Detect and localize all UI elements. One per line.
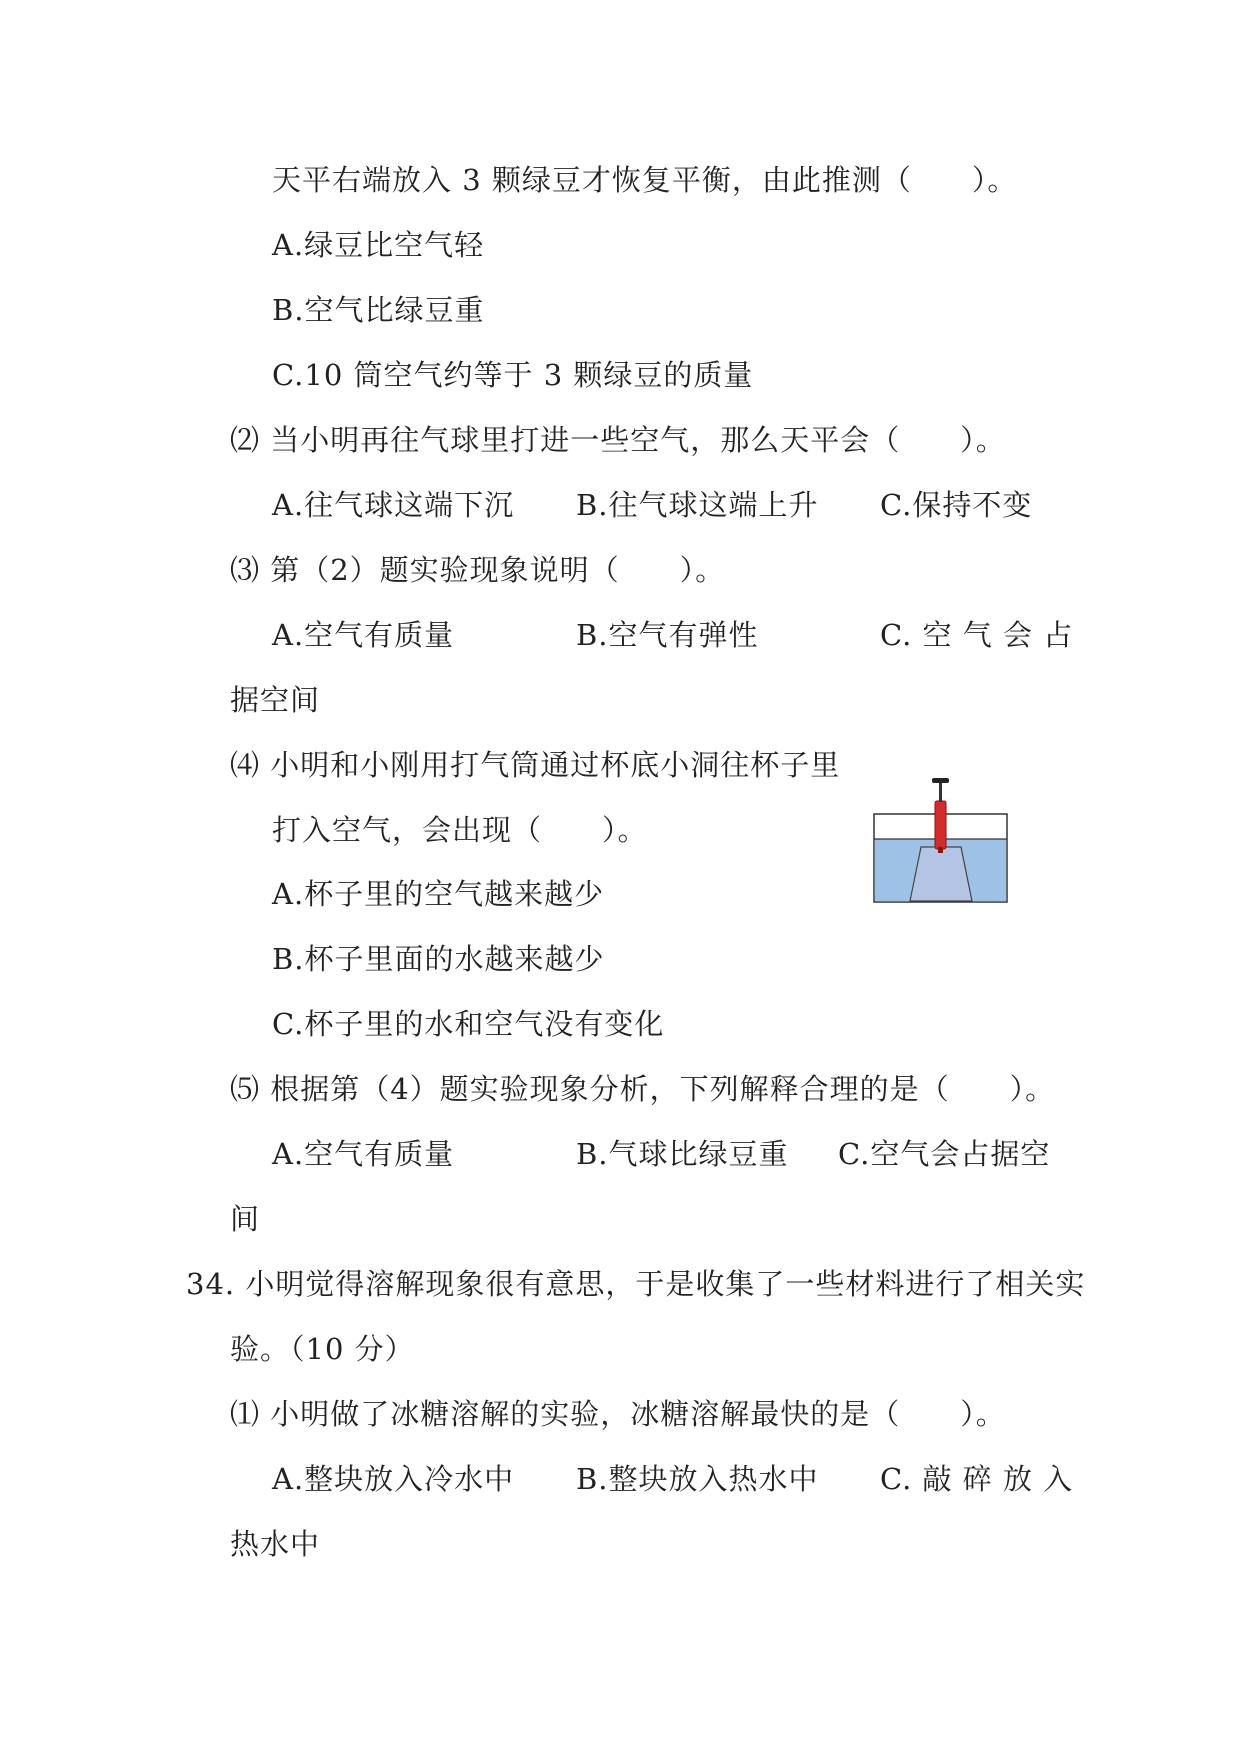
q33-sub1-option-b: B.空气比绿豆重	[272, 293, 485, 327]
q34-stem: 34. 小明觉得溶解现象很有意思，于是收集了一些材料进行了相关实	[186, 1267, 1086, 1301]
q34-sub1-stem: ⑴ 小明做了冰糖溶解的实验，冰糖溶解最快的是（ ）。	[230, 1397, 1006, 1431]
q33-sub5-stem: ⑸ 根据第（4）题实验现象分析，下列解释合理的是（ ）。	[230, 1072, 1056, 1106]
q33-sub2-option-a: A.往气球这端下沉	[272, 488, 515, 522]
q33-sub3-option-b: B.空气有弹性	[576, 618, 759, 652]
pump-in-water-cup-diagram	[873, 776, 1009, 904]
q33-sub1-stem-cont: 天平右端放入 3 颗绿豆才恢复平衡，由此推测（ ）。	[272, 163, 1018, 197]
q34-sub1-option-a: A.整块放入冷水中	[272, 1462, 515, 1496]
pump-nozzle	[938, 847, 943, 853]
q34-stem-cont: 验。（10 分）	[230, 1332, 415, 1366]
q33-sub4-option-b: B.杯子里面的水越来越少	[272, 942, 605, 976]
q33-sub4-option-c: C.杯子里的水和空气没有变化	[272, 1007, 665, 1041]
pump-handle	[932, 778, 949, 783]
q33-sub3-option-c: C. 空 气 会 占	[880, 618, 1074, 652]
q33-sub5-option-b: B.气球比绿豆重	[576, 1137, 789, 1171]
q33-sub4-stem-cont: 打入空气，会出现（ ）。	[272, 813, 648, 847]
q33-sub5-option-c-wrap: 间	[230, 1202, 261, 1236]
q33-sub1-option-c: C.10 筒空气约等于 3 颗绿豆的质量	[272, 358, 754, 392]
q33-sub3-option-a: A.空气有质量	[272, 618, 455, 652]
q33-sub2-option-c: C.保持不变	[880, 488, 1033, 522]
q33-sub3-option-c-wrap: 据空间	[230, 683, 321, 717]
q33-sub2-stem: ⑵ 当小明再往气球里打进一些空气，那么天平会（ ）。	[230, 423, 1006, 457]
cup-shape	[910, 847, 972, 901]
q34-sub1-option-c-wrap: 热水中	[230, 1527, 321, 1561]
q33-sub5-option-c: C.空气会占据空	[838, 1137, 1051, 1171]
q33-sub4-option-a: A.杯子里的空气越来越少	[272, 877, 605, 911]
q34-sub1-option-b: B.整块放入热水中	[576, 1462, 819, 1496]
q33-sub2-option-b: B.往气球这端上升	[576, 488, 819, 522]
q34-sub1-option-c: C. 敲 碎 放 入	[880, 1462, 1074, 1496]
q33-sub3-stem: ⑶ 第（2）题实验现象说明（ ）。	[230, 553, 726, 587]
q33-sub1-option-a: A.绿豆比空气轻	[272, 228, 485, 262]
pump-rod	[939, 782, 942, 802]
q33-sub4-stem: ⑷ 小明和小刚用打气筒通过杯底小洞往杯子里	[230, 748, 841, 782]
q33-sub5-option-a: A.空气有质量	[272, 1137, 455, 1171]
pump-barrel	[935, 801, 946, 849]
